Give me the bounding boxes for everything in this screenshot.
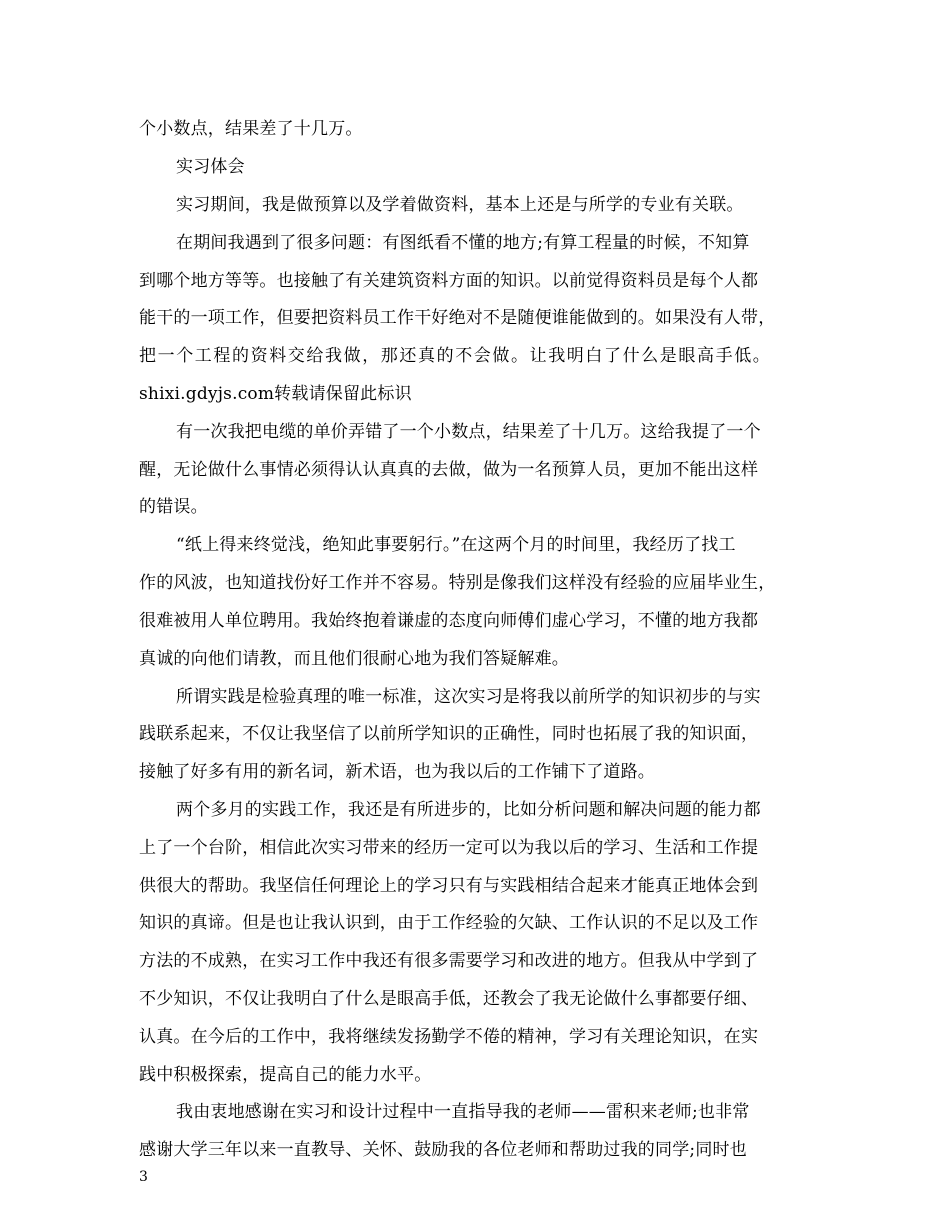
text-line: 方法的不成熟，在实习工作中我还有很多需要学习和改进的地方。但我从中学到了 <box>139 951 759 971</box>
text-line: 践中积极探索，提高自己的能力水平。 <box>139 1065 432 1085</box>
text-line: 把一个工程的资料交给我做，那还真的不会做。让我明白了什么是眼高手低。 <box>139 346 772 366</box>
text-line: 不少知识，不仅让我明白了什么是眼高手低，还教会了我无论做什么事都要仔细、 <box>139 989 759 1009</box>
page-number: 3 <box>139 1169 148 1185</box>
text-line: 接触了好多有用的新名词，新术语，也为我以后的工作铺下了道路。 <box>139 762 655 782</box>
text-line: 所谓实践是检验真理的唯一标准，这次实习是将我以前所学的知识初步的与实 <box>176 687 761 707</box>
text-line: “纸上得来终觉浅，绝知此事要躬行。”在这两个月的时间里，我经历了找工 <box>176 535 736 555</box>
text-line: 供很大的帮助。我坚信任何理论上的学习只有与实践相结合起来才能真正地体会到 <box>139 876 759 896</box>
text-line: 个小数点，结果差了十几万。 <box>139 119 363 139</box>
text-line: 醒，无论做什么事情必须得认认真真的去做，做为一名预算人员，更加不能出这样 <box>139 460 759 480</box>
text-line: 在期间我遇到了很多问题：有图纸看不懂的地方;有算工程量的时候，不知算 <box>176 233 750 253</box>
text-line: 上了一个台阶，相信此次实习带来的经历一定可以为我以后的学习、生活和工作提 <box>139 838 759 858</box>
text-line: 实习期间，我是做预算以及学着做资料，基本上还是与所学的专业有关联。 <box>176 195 744 215</box>
source-notice: shixi.gdyjs.com转载请保留此标识 <box>139 384 412 404</box>
text-line: 我由衷地感谢在实习和设计过程中一直指导我的老师——雷积来老师;也非常 <box>176 1102 750 1122</box>
text-line: 感谢大学三年以来一直教导、关怀、鼓励我的各位老师和帮助过我的同学;同时也 <box>139 1140 747 1160</box>
section-heading: 实习体会 <box>176 157 245 177</box>
text-line: 两个多月的实践工作，我还是有所进步的，比如分析问题和解决问题的能力都 <box>176 800 761 820</box>
text-line: 知识的真谛。但是也让我认识到，由于工作经验的欠缺、工作认识的不足以及工作 <box>139 913 759 933</box>
text-line: 的错误。 <box>139 497 208 517</box>
text-line: 有一次我把电缆的单价弄错了一个小数点，结果差了十几万。这给我提了一个 <box>176 422 761 442</box>
text-line: 到哪个地方等等。也接触了有关建筑资料方面的知识。以前觉得资料员是每个人都 <box>139 271 759 291</box>
text-line: 能干的一项工作，但要把资料员工作干好绝对不是随便谁能做到的。如果没有人带， <box>139 308 776 328</box>
text-line: 真诚的向他们请教，而且他们很耐心地为我们答疑解难。 <box>139 649 569 669</box>
text-line: 作的风波，也知道找份好工作并不容易。特别是像我们这样没有经验的应届毕业生， <box>139 573 776 593</box>
text-line: 很难被用人单位聘用。我始终抱着谦虚的态度向师傅们虚心学习，不懂的地方我都 <box>139 611 759 631</box>
text-line: 践联系起来，不仅让我坚信了以前所学知识的正确性，同时也拓展了我的知识面， <box>139 724 759 744</box>
text-line: 认真。在今后的工作中，我将继续发扬勤学不倦的精神，学习有关理论知识，在实 <box>139 1027 759 1047</box>
